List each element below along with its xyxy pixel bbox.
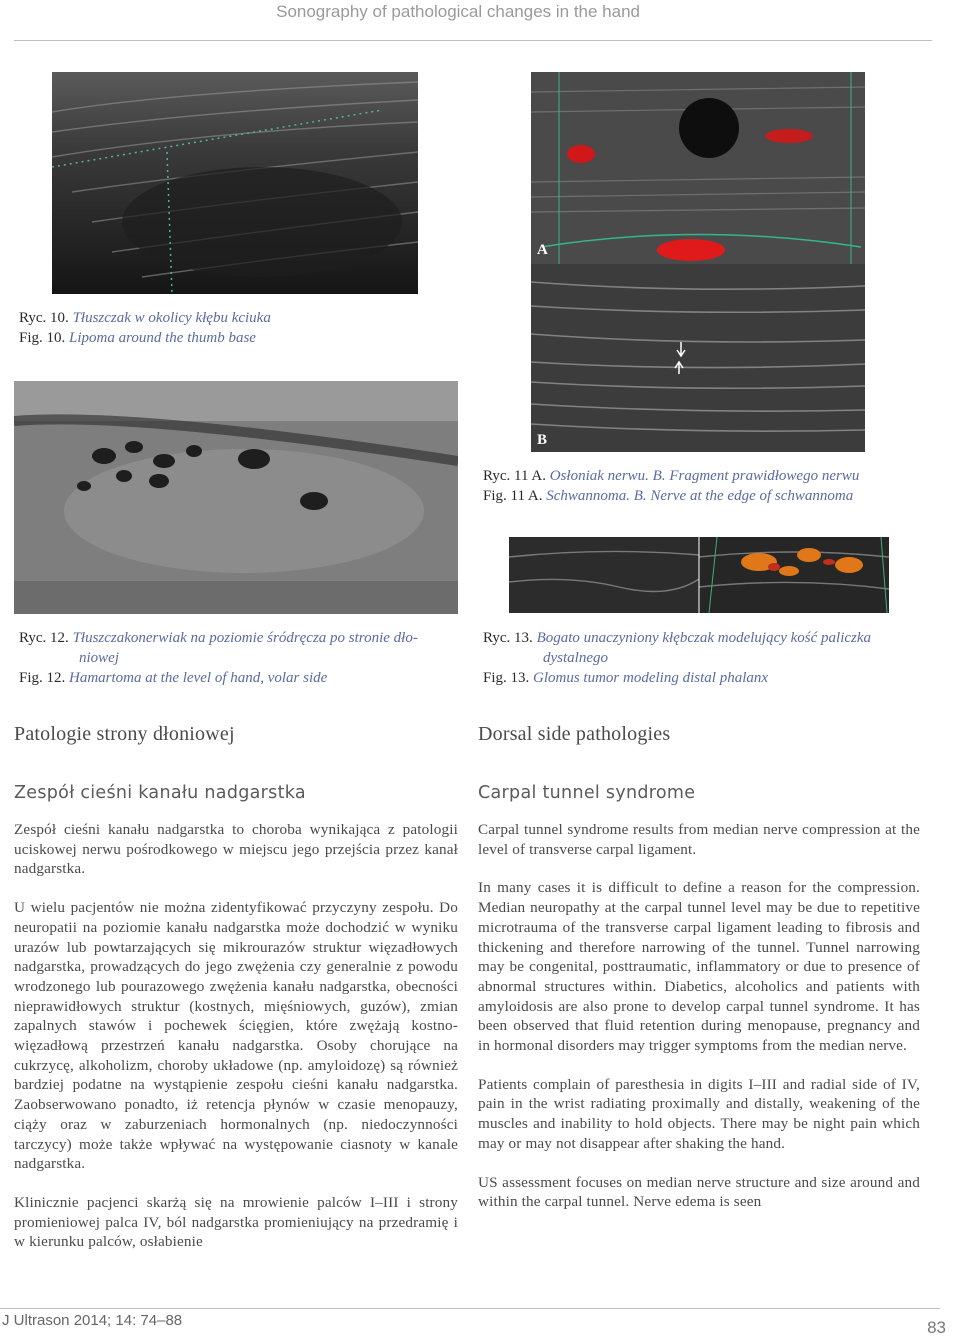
ultrasound-glomus-doppler-graphic: [509, 537, 889, 613]
panel-b-label: B: [537, 432, 548, 448]
fig10-ryc-label: Ryc. 10.: [19, 310, 69, 326]
fig13-fig-label: Fig. 13.: [483, 670, 530, 686]
fig13-ryc-text-2: dystalnego: [543, 650, 608, 666]
footer-rule: [0, 1308, 940, 1309]
right-paragraph-3: Patients complain of paresthesia in digits I–III and radial side of IV, pain in the wrist radiating proximally and distally, weakening of the muscles and inability to hold objects. There may be night pain which may or may not disappear after shaking the hand.: [478, 1075, 920, 1152]
journal-citation: J Ultrason 2014; 14: 74–88: [2, 1312, 183, 1329]
ultrasound-hamartoma-graphic: [14, 381, 458, 614]
left-subsection-title: Zespół cieśni kanału nadgarstka: [14, 783, 306, 803]
fig10-ryc-text: Tłuszczak w okolicy kłębu kciuka: [72, 310, 271, 326]
fig11-ryc-label: Ryc. 11 A.: [483, 468, 547, 484]
running-title: Sonography of pathological changes in the hand: [276, 2, 640, 21]
fig13-ryc-text-1: Bogato unaczyniony kłębczak modelujący kość paliczka: [536, 630, 872, 646]
left-paragraph-1: Zespół cieśni kanału nadgarstka to choroba wynikająca z patologii uciskowej nerwu pośrodkowego w miejscu jego przejścia przez kanał nadgarstka.: [14, 821, 458, 878]
ultrasound-lipoma-graphic: [52, 72, 418, 294]
figure-12-ultrasound-image: [14, 381, 458, 614]
left-section-title: Patologie strony dłoniowej: [14, 723, 235, 745]
running-header: [0, 0, 960, 40]
figure-13-caption: [483, 628, 943, 688]
right-section-title: Dorsal side pathologies: [478, 723, 671, 745]
fig11-fig-label: Fig. 11 A.: [483, 488, 543, 504]
fig11-fig-text: Schwannoma. B. Nerve at the edge of schwannoma: [546, 488, 854, 504]
figure-12-caption: [19, 628, 449, 688]
fig12-ryc-text-1: Tłuszczakonerwiak na poziomie śródręcza po stronie dło-: [72, 630, 418, 646]
figure-11-caption: [483, 466, 943, 506]
header-rule: [14, 40, 932, 41]
left-paragraph-2: U wielu pacjentów nie można zidentyfikować przyczyny zespołu. Do neuropatii na poziomie kanału nadgarstka może dochodzić w wyniku urazów lub powtarzających się mikrourazów struktur więzadłowych nadgarstka, prowadzących do jego zwężenia czy generalnie z powodu wrodzonego lub pourazowego zwężenia kanału nadgarstka, obecności nieprawidłowych struktur (kostnych, mięśniowych, guzów), zmian zapalnych stawów i pochewek ścięgien, które zwężają kostno-więzadłową przestrzeń kanału nadgarstka. Osoby chorujące na cukrzycę, alkoholizm, choroby układowe (np. amyloidozę) są również bardziej podatne na wystąpienie zespołu cieśni kanału nadgarstka. Zaobserwowano ponadto, iż retencja płynów w czasie menopauzy, ciąży oraz w zaburzeniach hormonalnych (np. niedoczynności tarczycy) może także wpływać na występowanie ciasnoty w kanale nadgarstka.: [14, 899, 458, 1173]
left-paragraph-3: Klinicznie pacjenci skarżą się na mrowienie palców I–III i strony promieniowej palca IV, ból nadgarstka promieniujący na przedramię i w kierunku palców, osłabienie: [14, 1193, 458, 1251]
ultrasound-schwannoma-doppler-graphic: [531, 72, 865, 264]
right-paragraph-2: In many cases it is difficult to define a reason for the compression. Median neuropathy at the carpal tunnel level may be due to repetitive microtrauma of the transverse carpal ligament leading to fibrosis and thickening and therefore narrowing of the tunnel. Tunnel narrowing may be congenital, posttraumatic, inflammatory or due to presence of abnormal structures within. Diabetics, alcoholics and patients with amyloidosis are also prone to develop carpal tunnel syndrome. It has been observed that fluid retention during menopause, pregnancy and in hormonal disorders may trigger symptoms from the median nerve.: [478, 879, 920, 1055]
right-subsection-title: Carpal tunnel syndrome: [478, 783, 696, 803]
fig12-fig-text: Hamartoma at the level of hand, volar side: [69, 670, 328, 686]
fig12-ryc-text-2: niowej: [79, 650, 119, 666]
fig12-ryc-label: Ryc. 12.: [19, 630, 69, 646]
right-paragraph-4: US assessment focuses on median nerve structure and size around and within the carpal tunnel. Nerve edema is seen: [478, 1173, 920, 1211]
fig10-fig-text: Lipoma around the thumb base: [69, 330, 256, 346]
fig13-fig-text: Glomus tumor modeling distal phalanx: [533, 670, 769, 686]
fig11-ryc-text: Osłoniak nerwu. B. Fragment prawidłowego nerwu: [549, 468, 860, 484]
fig10-fig-label: Fig. 10.: [19, 330, 66, 346]
panel-a-label: A: [537, 242, 548, 258]
left-column: [14, 723, 458, 1271]
figure-10-caption: [19, 308, 419, 348]
fig13-ryc-label: Ryc. 13.: [483, 630, 533, 646]
page-number: 83: [927, 1318, 946, 1337]
figure-13-ultrasound-image: [509, 537, 889, 613]
fig12-fig-label: Fig. 12.: [19, 670, 66, 686]
right-paragraph-1: Carpal tunnel syndrome results from median nerve compression at the level of transverse carpal ligament.: [478, 821, 920, 858]
figure-10-ultrasound-image: [52, 72, 418, 294]
ultrasound-nerve-graphic: [531, 264, 865, 452]
right-column: [478, 723, 920, 1231]
figure-11b-ultrasound-image: [531, 264, 865, 452]
figure-11a-ultrasound-image: [531, 72, 865, 264]
